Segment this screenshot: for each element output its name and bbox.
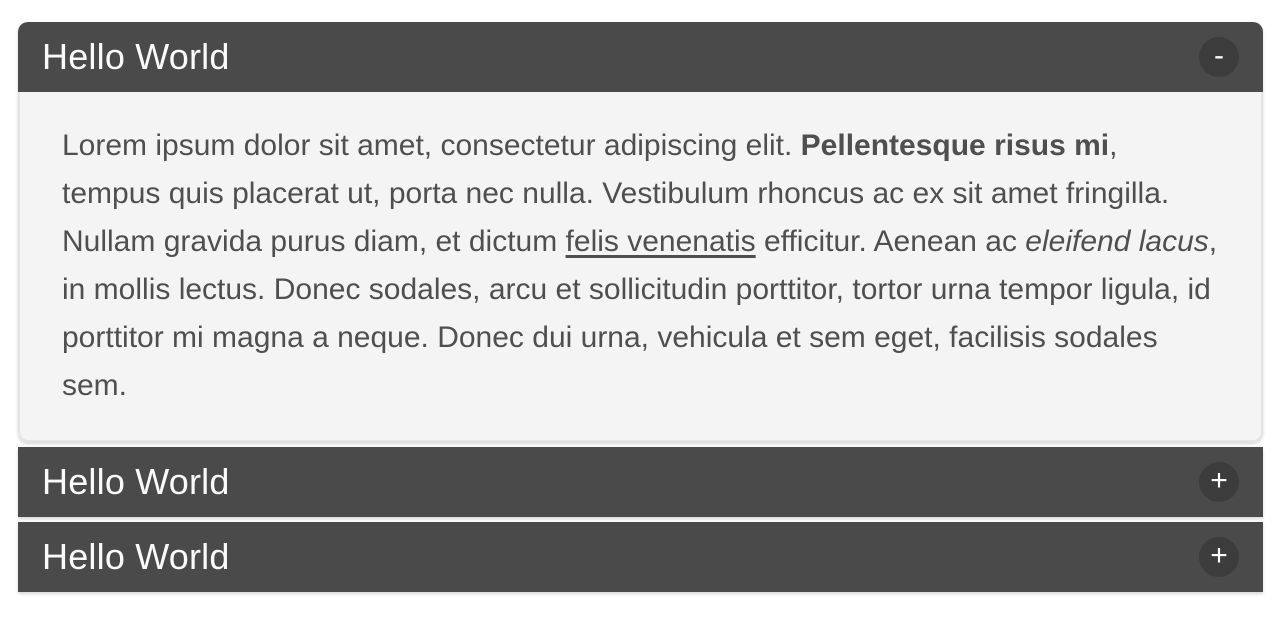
minus-icon: - bbox=[1214, 39, 1224, 72]
section-title: Hello World bbox=[42, 461, 230, 502]
accordion-section-1 bbox=[18, 22, 1263, 442]
text-segment-normal: Lorem ipsum dolor sit amet, consectetur adipiscing elit. bbox=[62, 129, 801, 162]
accordion-section-3 bbox=[18, 522, 1263, 592]
accordion-header-1[interactable] bbox=[18, 22, 1263, 92]
accordion-header-2[interactable] bbox=[18, 447, 1263, 517]
plus-icon: + bbox=[1210, 464, 1228, 497]
text-segment-normal: , in mollis lectus. Donec sodales, arcu et sollicitudin porttitor, tortor urna tempor ligula, id porttitor mi magna a neque. Donec dui urna, vehicula et sem eget, facilisis sodales sem. bbox=[62, 225, 1218, 402]
accordion bbox=[18, 22, 1263, 592]
text-segment-normal: , tempus quis placerat ut, porta nec nulla. Vestibulum rhoncus ac ex sit amet fringilla. Nullam gravida purus diam, et dictum bbox=[62, 129, 1170, 258]
collapse-button[interactable] bbox=[1199, 37, 1239, 77]
text-segment-underline: felis venenatis bbox=[565, 225, 756, 258]
expand-button[interactable] bbox=[1199, 462, 1239, 502]
text-segment-italic: eleifend lacus bbox=[1025, 225, 1209, 258]
section-title: Hello World bbox=[42, 36, 230, 77]
expand-button[interactable] bbox=[1199, 537, 1239, 577]
section-title: Hello World bbox=[42, 536, 230, 577]
plus-icon: + bbox=[1210, 539, 1228, 572]
section-body-text bbox=[62, 122, 1221, 410]
accordion-header-3[interactable] bbox=[18, 522, 1263, 592]
text-segment-bold: Pellentesque risus mi bbox=[800, 129, 1110, 162]
section-panel bbox=[18, 92, 1263, 442]
text-segment-normal: efficitur. Aenean ac bbox=[755, 225, 1026, 258]
accordion-section-2 bbox=[18, 447, 1263, 517]
